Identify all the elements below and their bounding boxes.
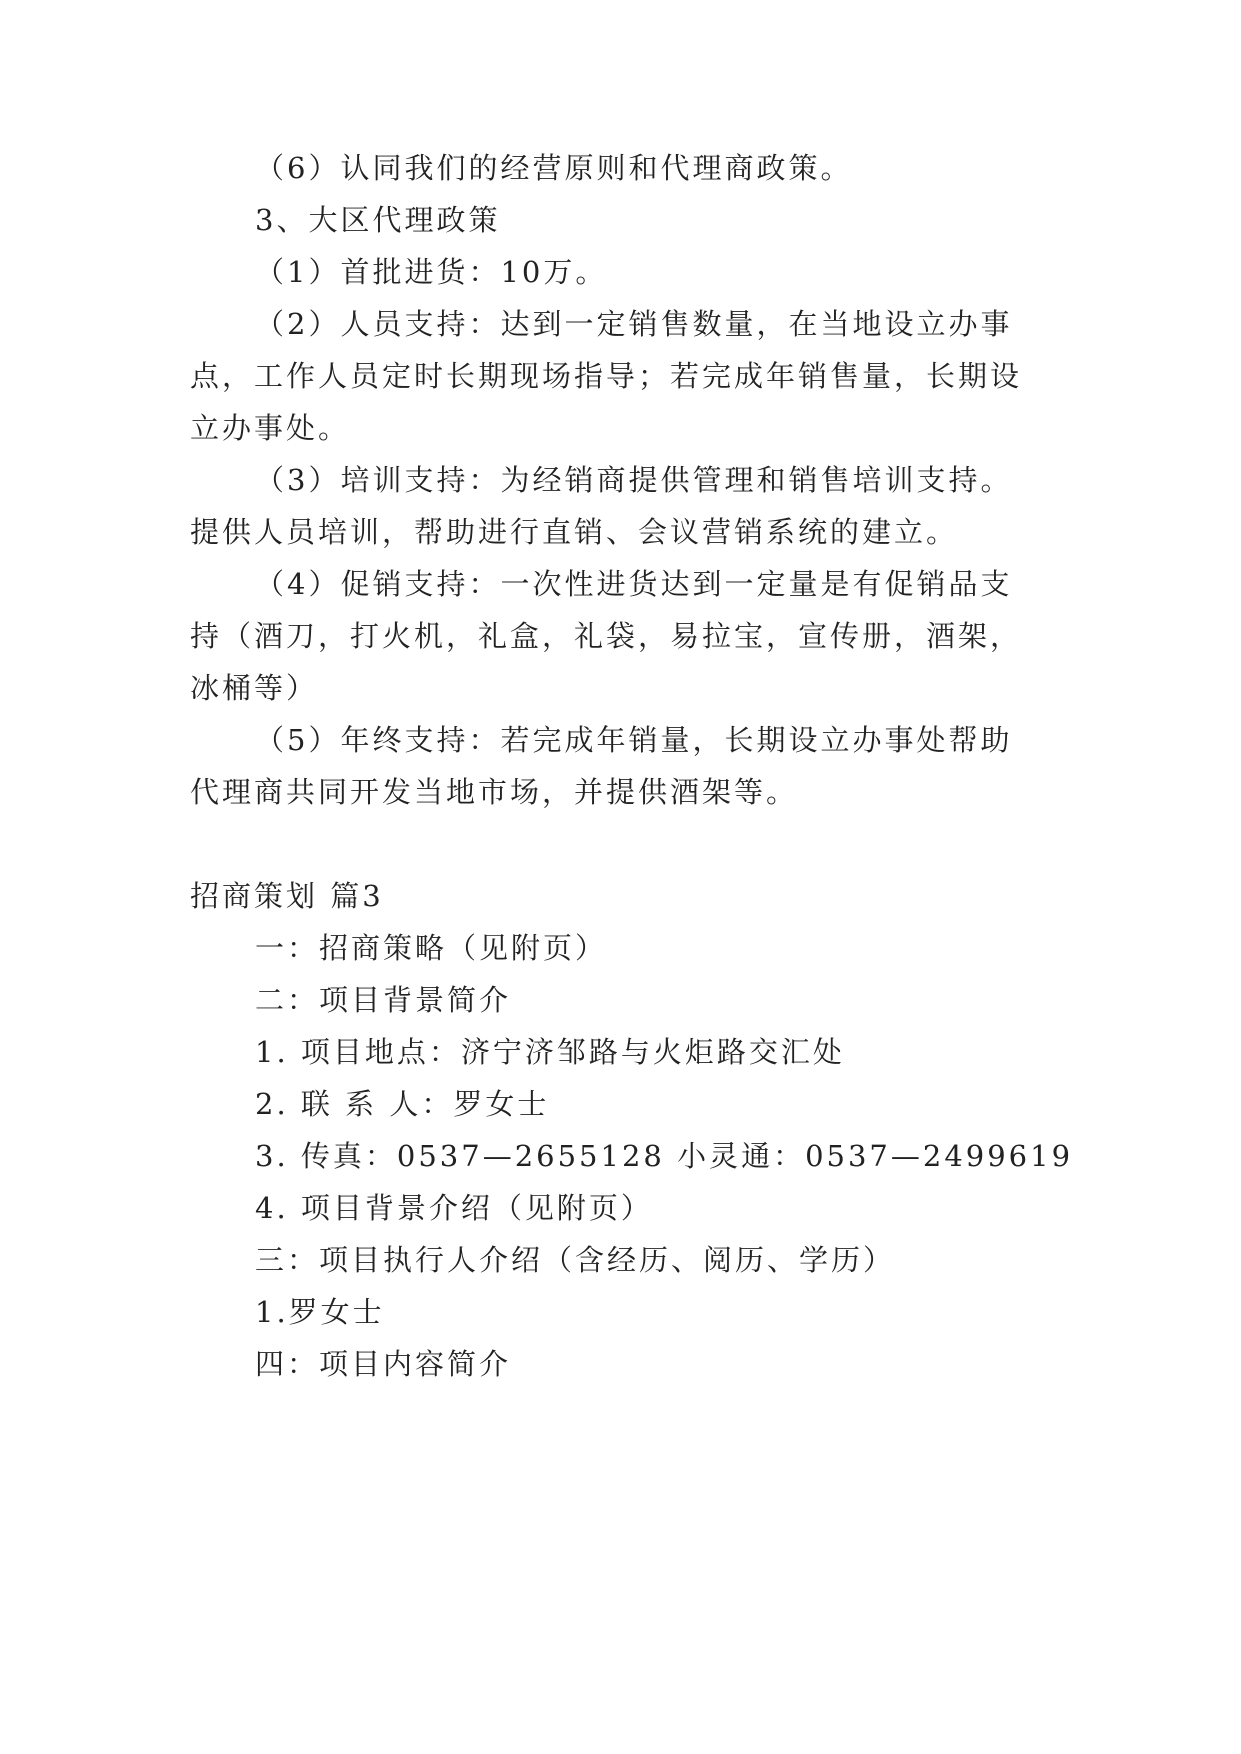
section-title: 招商策划 篇3 <box>190 879 384 913</box>
project-location: 1. 项目地点：济宁济邹路与火炬路交汇处 <box>255 1035 845 1069</box>
policy-item-3-line-2: 提供人员培训，帮助进行直销、会议营销系统的建立。 <box>190 515 959 549</box>
project-background-intro: 4. 项目背景介绍（见附页） <box>255 1191 653 1225</box>
section-4-content: 四：项目内容简介 <box>255 1347 512 1381</box>
item-6: （6）认同我们的经营原则和代理商政策。 <box>255 151 853 185</box>
policy-item-2-line-2: 点，工作人员定时长期现场指导；若完成年销售量，长期设 <box>190 359 1023 393</box>
policy-item-4-line-3: 冰桶等） <box>190 671 319 705</box>
fax-and-phone: 3. 传真：0537—2655128 小灵通：0537—2499619 <box>255 1139 1074 1173</box>
section-3-executor: 三：项目执行人介绍（含经历、阅历、学历） <box>255 1243 896 1277</box>
policy-item-4-line-2: 持（酒刀，打火机，礼盒，礼袋，易拉宝，宣传册，酒架， <box>190 619 1023 653</box>
executor-1: 1.罗女士 <box>255 1295 385 1329</box>
policy-item-2-line-1: （2）人员支持：达到一定销售数量，在当地设立办事 <box>255 307 1013 341</box>
policy-item-3-line-1: （3）培训支持：为经销商提供管理和销售培训支持。 <box>255 463 1013 497</box>
policy-item-5-line-1: （5）年终支持：若完成年销量，长期设立办事处帮助 <box>255 723 1013 757</box>
contact-person: 2. 联 系 人：罗女士 <box>255 1087 550 1121</box>
policy-item-1: （1）首批进货：10万。 <box>255 255 608 289</box>
policy-item-5-line-2: 代理商共同开发当地市场，并提供酒架等。 <box>190 775 799 809</box>
policy-item-2-line-3: 立办事处。 <box>190 411 351 445</box>
policy-item-4-line-1: （4）促销支持：一次性进货达到一定量是有促销品支 <box>255 567 1013 601</box>
heading-regional-agent-policy: 3、大区代理政策 <box>255 203 501 237</box>
section-1-strategy: 一：招商策略（见附页） <box>255 931 608 965</box>
section-2-background: 二：项目背景简介 <box>255 983 512 1017</box>
